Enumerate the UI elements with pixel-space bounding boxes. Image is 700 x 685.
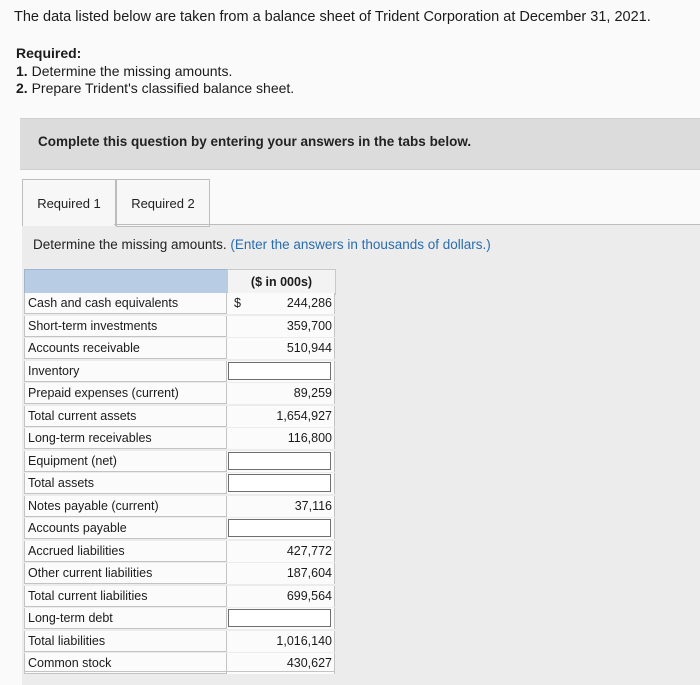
amount-input[interactable]: [228, 362, 331, 380]
required-item-text: Prepare Trident's classified balance sheet.: [31, 80, 295, 96]
table-row: [24, 608, 334, 630]
dollar-sign: $: [234, 296, 241, 310]
row-label: Notes payable (current): [24, 496, 227, 517]
instructions-banner: [20, 118, 700, 170]
required-item-text: Determine the missing amounts.: [31, 63, 233, 79]
required-heading: Required:: [16, 45, 82, 61]
amount-value: 1,016,140: [276, 634, 332, 648]
row-label: Other current liabilities: [24, 563, 227, 584]
amount-input[interactable]: [228, 474, 331, 492]
amount-value: 37,116: [294, 499, 332, 513]
row-label: Prepaid expenses (current): [24, 383, 227, 404]
amount-value: 359,700: [286, 319, 332, 333]
row-label: Total current assets: [24, 406, 227, 427]
required-item-1: [16, 62, 232, 80]
row-label: Equipment (net): [24, 451, 227, 472]
amount-value: 116,800: [287, 431, 332, 445]
amount-value: 510,944: [286, 341, 332, 355]
required-item-2: [16, 79, 294, 97]
row-label: Cash and cash equivalents: [24, 293, 227, 314]
table-row: [24, 473, 334, 495]
table-row: [24, 406, 334, 428]
row-label: Total current liabilities: [24, 586, 227, 607]
table-header-amount: ($ in 000s): [227, 269, 336, 295]
amount-input[interactable]: [228, 452, 331, 470]
table-row: [24, 316, 334, 338]
table-row: [24, 361, 334, 383]
table-row: [24, 293, 334, 315]
table-row: [24, 563, 334, 585]
row-label: Total assets: [24, 473, 227, 494]
table-row: [24, 338, 334, 360]
table-header-label-cell: [24, 269, 228, 295]
row-label: Long-term debt: [24, 608, 227, 629]
row-label: Common stock: [24, 653, 227, 674]
required-item-num: 1.: [16, 63, 28, 79]
tab-required-2[interactable]: Required 2: [116, 179, 210, 227]
row-label: Accounts receivable: [24, 338, 227, 359]
problem-intro: The data listed below are taken from a balance sheet of Trident Corporation at December 31, 2021.: [14, 9, 651, 25]
table-row: [24, 383, 334, 405]
amount-value: 187,604: [286, 566, 332, 580]
instruction-hint: (Enter the answers in thousands of dollars.): [230, 237, 491, 252]
instruction-text: [33, 237, 491, 252]
amount-value: 699,564: [286, 589, 332, 603]
table-row: [24, 428, 334, 450]
tab-required-1[interactable]: Required 1: [22, 179, 116, 226]
table-row: [24, 541, 334, 563]
required-item-num: 2.: [16, 80, 28, 96]
amount-input[interactable]: [228, 609, 331, 627]
row-label: Inventory: [24, 361, 227, 382]
amount-value: 89,259: [293, 386, 332, 400]
tab-divider: [114, 224, 700, 225]
row-label: Short-term investments: [24, 316, 227, 337]
table-bottom-border: [24, 671, 334, 672]
amount-input[interactable]: [228, 519, 331, 537]
table-row: [24, 586, 334, 608]
amount-value: 427,772: [286, 544, 332, 558]
amount-value: 430,627: [286, 656, 332, 670]
table-row: [24, 451, 334, 473]
row-label: Accrued liabilities: [24, 541, 227, 562]
row-label: Long-term receivables: [24, 428, 227, 449]
amount-value: 1,654,927: [276, 409, 332, 423]
table-row: [24, 631, 334, 653]
table-row: [24, 496, 334, 518]
row-label: Total liabilities: [24, 631, 227, 652]
table-row: [24, 518, 334, 540]
banner-text: Complete this question by entering your answers in the tabs below.: [38, 134, 472, 149]
amount-value: 244,286: [286, 296, 332, 310]
instruction-main: Determine the missing amounts.: [33, 237, 227, 252]
row-label: Accounts payable: [24, 518, 227, 539]
